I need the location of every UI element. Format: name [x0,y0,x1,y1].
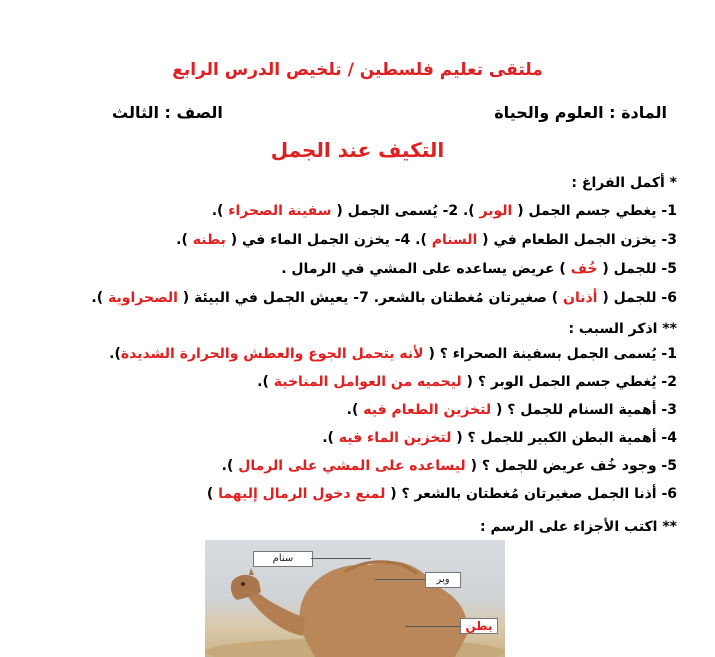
fill-text: ) صغيرتان مُغطتان بالشعر. 7- يعيش الجمل في البيئة ( [177,290,564,306]
fill-answer: السنام [431,232,478,248]
fill-answer: أذنان [563,290,598,306]
fill-answer: الوبر [479,203,513,219]
reasons-heading: ** اذكر السبب : [568,321,677,337]
reason-text: 2- يُغطي جسم الجمل الوبر ؟ ( [461,374,677,390]
fill-text: ). [211,203,229,219]
fill-answer: الصحراوية [108,290,178,306]
fill-heading: * أكمل الفراغ : [571,175,677,191]
reason-text: ). [109,346,121,362]
reason-answer: لأنه يتحمل الجوع والعطش والحرارة الشديدة [120,346,424,362]
reason-text: 1- يُسمى الجمل بسفينة الصحراء ؟ ( [423,346,677,362]
subject-label: المادة : العلوم والحياة [494,103,667,122]
fill-text: 3- يخزن الجمل الطعام في ( [477,232,677,248]
belly-pointer [405,626,460,627]
reason-text: 5- وجود خُف عريض للجمل ؟ ( [465,458,677,474]
fill-line-2 [176,229,677,251]
reason-text: ). [221,458,239,474]
fill-line-3 [281,258,677,280]
hump-label: سنام [253,551,313,567]
reason-text: ). [322,430,339,446]
fill-line-4 [91,287,677,309]
belly-label: بطن [460,618,498,634]
reason-text: ). [257,374,274,390]
reason-text: 4- أهمية البطن الكبير للجمل ؟ ( [451,430,677,446]
fill-answer: خُف [570,261,598,277]
reason-line-5 [222,455,677,477]
reason-line-6 [207,483,677,505]
grade-label: الصف : الثالث [112,103,223,122]
fill-text: 6- للجمل ( [597,290,677,306]
reason-line-2 [257,371,677,393]
fill-text: ). [176,232,193,248]
reason-answer: لتخزين الماء فيه [338,430,452,446]
fill-answer: سفينة الصحراء [228,203,332,219]
reason-answer: لمنع دخول الرمال إليهما [218,486,386,502]
lesson-title: التكيف عند الجمل [270,138,445,162]
reason-line-4 [322,427,677,449]
reason-text: 6- أذنا الجمل صغيرتان مُغطتان بالشعر ؟ ( [385,486,677,502]
fill-text: 1- يغطي جسم الجمل ( [512,203,677,219]
fill-line-1 [212,200,677,222]
fill-text: ). 4- يخزن الجمل الماء في ( [225,232,432,248]
hump-pointer [311,558,371,559]
reason-line-3 [347,399,677,421]
fill-answer: بطنه [192,232,226,248]
reason-text: 3- أهمية السنام للجمل ؟ ( [491,402,677,418]
fur-label: وبر [425,572,461,588]
reason-line-1 [109,343,677,365]
reason-answer: ليحميه من العوامل المناخية [273,374,462,390]
reason-text: ) [206,486,219,502]
camel-photo [205,540,505,657]
drawing-heading: ** اكتب الأجزاء على الرسم : [479,519,677,535]
fill-text: ) عريض يساعده على المشي في الرمال . [281,261,571,277]
reason-answer: لتخزين الطعام فيه [363,402,492,418]
fill-text: 5- للجمل ( [597,261,677,277]
page-title: ملتقى تعليم فلسطين / تلخيص الدرس الرابع [172,60,543,80]
fill-text: ). 2- يُسمى الجمل ( [331,203,480,219]
reason-answer: ليساعده على المشي على الرمال [238,458,466,474]
fill-text: ). [91,290,109,306]
fur-pointer [375,579,425,580]
reason-text: ). [346,402,364,418]
